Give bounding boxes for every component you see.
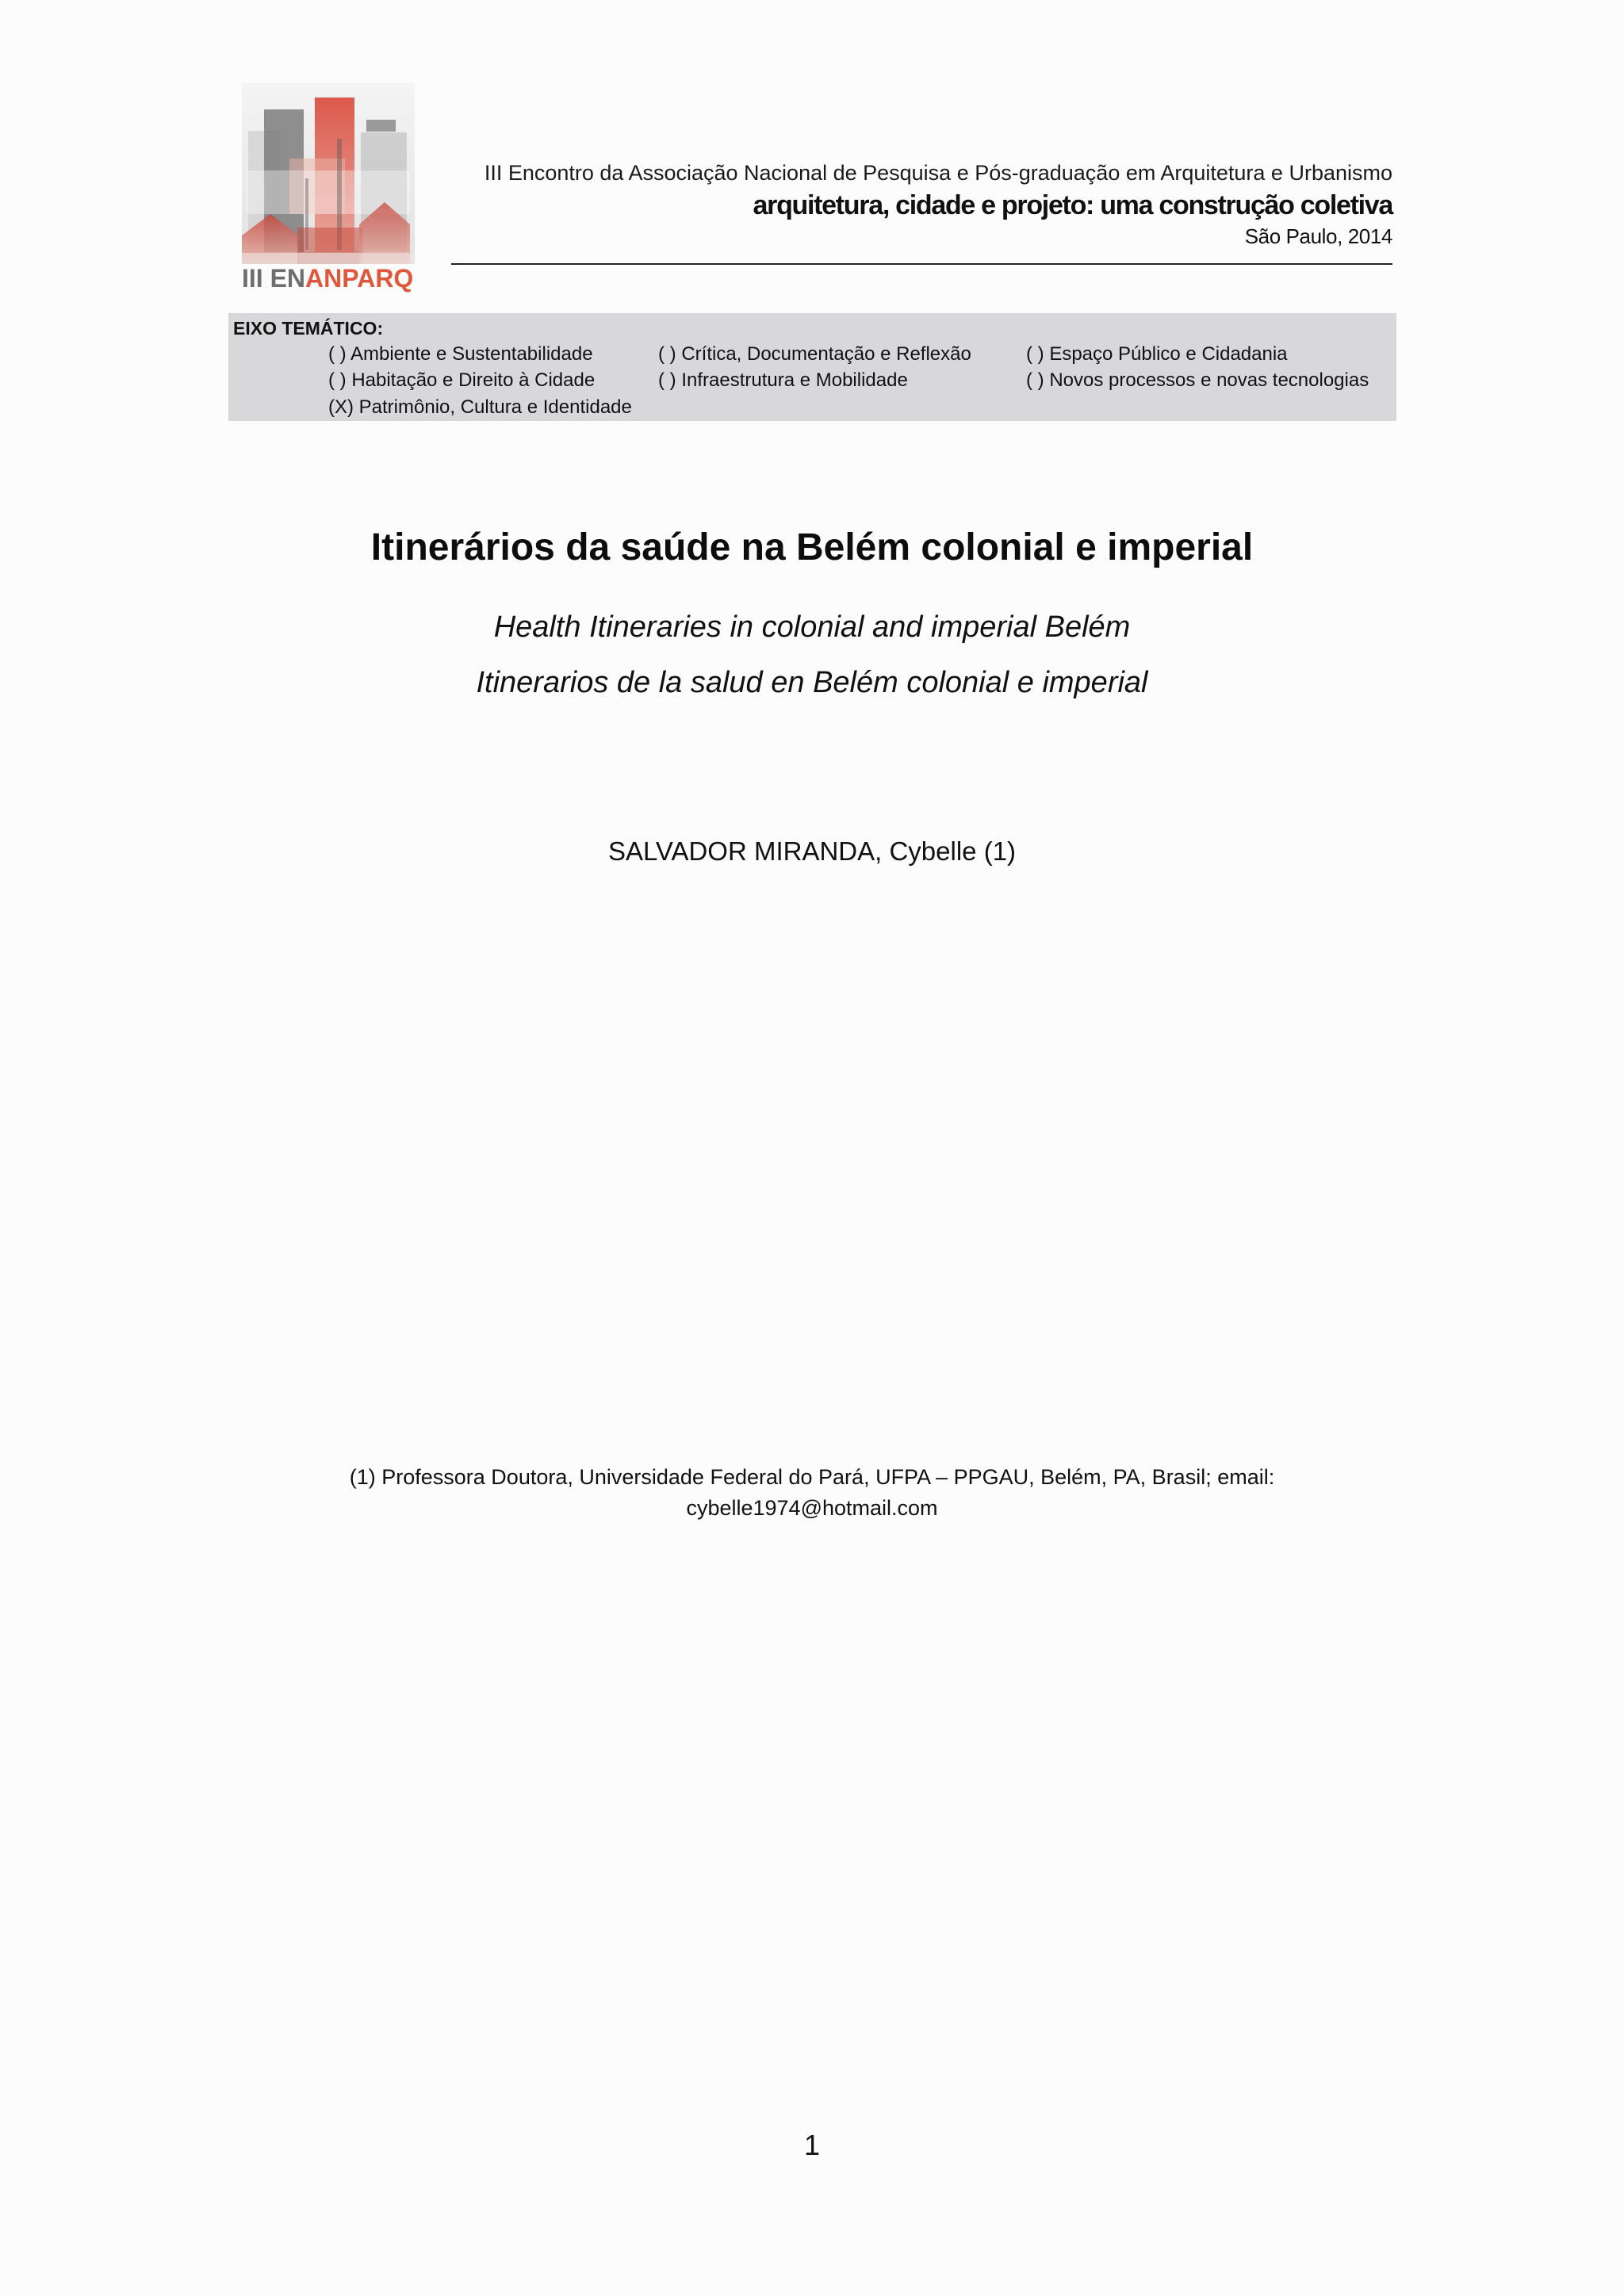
footnote-line-email: cybelle1974@hotmail.com xyxy=(686,1496,938,1520)
logo-wordmark-prefix: III EN xyxy=(242,264,306,293)
thematic-axis-option-selected: (X) Patrimônio, Cultura e Identidade xyxy=(328,396,632,418)
header-divider xyxy=(451,263,1392,265)
thematic-axis-option: ( ) Espaço Público e Cidadania xyxy=(1026,343,1288,365)
thematic-axis-option: ( ) Crítica, Documentação e Reflexão xyxy=(658,343,971,365)
paper-title: Itinerários da saúde na Belém colonial e imperial xyxy=(370,526,1254,568)
author-affiliation-footnote xyxy=(0,1462,1624,1524)
logo-wordmark xyxy=(242,263,426,293)
page-number: 1 xyxy=(803,2129,821,2161)
thematic-axis-option: ( ) Ambiente e Sustentabilidade xyxy=(328,343,593,365)
thematic-axis-option: ( ) Novos processos e novas tecnologias xyxy=(1026,369,1369,391)
event-name: III Encontro da Associação Nacional de Pesquisa e Pós-graduação em Arquitetura e Urbanismo xyxy=(484,161,1392,185)
thematic-axis-box xyxy=(228,313,1396,421)
thematic-axis-label: EIXO TEMÁTICO: xyxy=(233,318,384,339)
conference-logo xyxy=(242,83,415,264)
event-theme: arquitetura, cidade e projeto: uma construção coletiva xyxy=(753,190,1392,220)
author-name: SALVADOR MIRANDA, Cybelle (1) xyxy=(607,836,1017,866)
footnote-line-affiliation: (1) Professora Doutora, Universidade Federal do Pará, UFPA – PPGAU, Belém, PA, Brasil; email: xyxy=(349,1465,1275,1489)
thematic-axis-option: ( ) Habitação e Direito à Cidade xyxy=(328,369,596,391)
thematic-axis-option: ( ) Infraestrutura e Mobilidade xyxy=(658,369,908,391)
logo-wordmark-suffix: ANPARQ xyxy=(305,264,414,293)
paper-title-spanish: Itinerarios de la salud en Belém colonial e imperial xyxy=(476,666,1148,699)
paper-title-english: Health Itineraries in colonial and imperial Belém xyxy=(493,610,1131,644)
event-place-year: São Paulo, 2014 xyxy=(1244,224,1392,248)
